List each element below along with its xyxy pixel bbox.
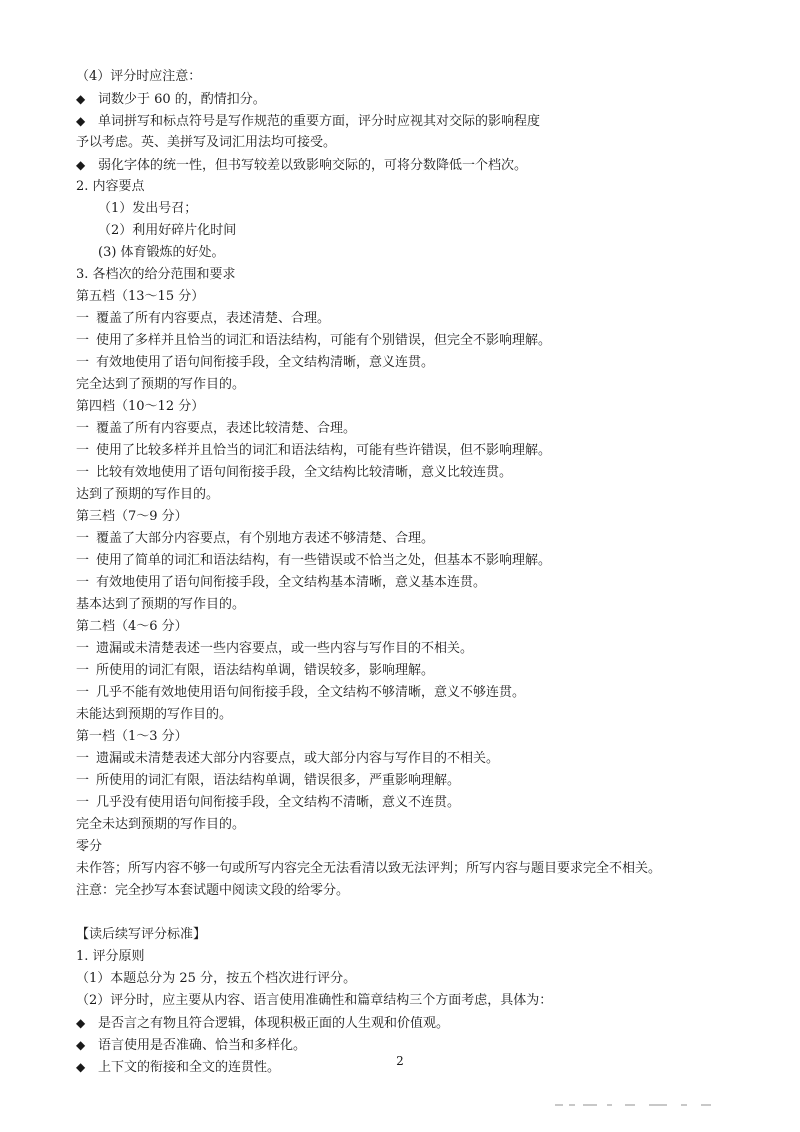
dash-marker: 一 xyxy=(76,531,90,546)
dash-marker: 一 xyxy=(76,685,90,700)
diamond-bullet-icon: ◆ xyxy=(76,114,86,128)
line-text: 第五档（13～15 分） xyxy=(76,289,205,304)
line-text: 3. 各档次的给分范围和要求 xyxy=(76,267,236,282)
document-line xyxy=(0,176,800,198)
line-text: 第一档（1～3 分） xyxy=(76,729,188,744)
line-text: 未能达到预期的写作目的。 xyxy=(76,707,233,722)
line-text: （2）评分时，应主要从内容、语言使用准确性和篇章结构三个方面考虑，具体为： xyxy=(76,993,553,1008)
line-text: （1）本题总分为 25 分，按五个档次进行评分。 xyxy=(76,971,357,986)
line-text: 基本达到了预期的写作目的。 xyxy=(76,597,246,612)
line-text: 遗漏或未清楚表述一些内容要点，或一些内容与写作目的不相关。 xyxy=(96,641,474,656)
dash-marker: 一 xyxy=(76,795,90,810)
line-text: 词数少于 60 的，酌情扣分。 xyxy=(98,92,266,107)
line-text: 1. 评分原则 xyxy=(76,949,145,964)
document-line xyxy=(0,858,800,880)
line-text: 零分 xyxy=(76,839,103,854)
line-text: 遗漏或未清楚表述大部分内容要点，或大部分内容与写作目的不相关。 xyxy=(96,751,500,766)
diamond-bullet-icon: ◆ xyxy=(76,1016,86,1030)
dash-marker: 一 xyxy=(76,773,90,788)
scan-artifact xyxy=(555,1104,715,1110)
dash-marker: 一 xyxy=(76,333,90,348)
document-body xyxy=(0,66,800,1078)
line-text: 弱化字体的统一性，但书写较差以致影响交际的，可将分数降低一个档次。 xyxy=(98,158,528,173)
line-text: 几乎不能有效地使用语句间衔接手段，全文结构不够清晰，意义不够连贯。 xyxy=(96,685,526,700)
document-line xyxy=(0,726,800,748)
diamond-bullet-icon: ◆ xyxy=(76,1038,86,1052)
document-line xyxy=(0,374,800,396)
line-text: （2）利用好碎片化时间 xyxy=(98,223,237,238)
dash-marker: 一 xyxy=(76,421,90,436)
dash-marker: 一 xyxy=(76,751,90,766)
document-line xyxy=(0,946,800,968)
document-line xyxy=(0,484,800,506)
dash-marker: 一 xyxy=(76,553,90,568)
line-text: 使用了比较多样并且恰当的词汇和语法结构，可能有些许错误，但不影响理解。 xyxy=(96,443,552,458)
document-line xyxy=(0,836,800,858)
document-line xyxy=(0,990,800,1012)
line-text: 2. 内容要点 xyxy=(76,179,145,194)
line-text: 所使用的词汇有限，语法结构单调，错误较多，影响理解。 xyxy=(96,663,435,678)
document-line xyxy=(0,528,800,550)
document-line xyxy=(0,770,800,792)
document-line xyxy=(0,1012,800,1034)
line-text: 使用了多样并且恰当的词汇和语法结构，可能有个别错误，但完全不影响理解。 xyxy=(96,333,552,348)
line-text: 语言使用是否准确、恰当和多样化。 xyxy=(98,1038,307,1053)
document-line xyxy=(0,814,800,836)
line-text: 所使用的词汇有限，语法结构单调，错误很多，严重影响理解。 xyxy=(96,773,461,788)
document-line xyxy=(0,220,800,242)
dash-marker: 一 xyxy=(76,443,90,458)
dash-marker: 一 xyxy=(76,355,90,370)
document-line xyxy=(0,308,800,330)
document-line xyxy=(0,352,800,374)
document-line xyxy=(0,198,800,220)
line-text: 覆盖了大部分内容要点，有个别地方表述不够清楚、合理。 xyxy=(96,531,435,546)
line-text: 比较有效地使用了语句间衔接手段，全文结构比较清晰，意义比较连贯。 xyxy=(96,465,513,480)
line-text: 予以考虑。英、美拼写及词汇用法均可接受。 xyxy=(76,135,337,150)
dash-marker: 一 xyxy=(76,575,90,590)
document-line xyxy=(0,660,800,682)
document-line xyxy=(0,418,800,440)
document-line xyxy=(0,1034,800,1056)
document-line xyxy=(0,242,800,264)
document-line xyxy=(0,154,800,176)
line-text: 第三档（7～9 分） xyxy=(76,509,188,524)
line-text: （1）发出号召； xyxy=(98,201,198,216)
diamond-bullet-icon: ◆ xyxy=(76,1060,86,1074)
line-text: 几乎没有使用语句间衔接手段，全文结构不清晰，意义不连贯。 xyxy=(96,795,461,810)
line-text: 第二档（4～6 分） xyxy=(76,619,188,634)
line-text: 是否言之有物且符合逻辑，体现积极正面的人生观和价值观。 xyxy=(98,1016,450,1031)
line-text: 上下文的衔接和全文的连贯性。 xyxy=(98,1060,281,1075)
document-line xyxy=(0,968,800,990)
line-text: 有效地使用了语句间衔接手段，全文结构基本清晰，意义基本连贯。 xyxy=(96,575,487,590)
document-line xyxy=(0,880,800,902)
dash-marker: 一 xyxy=(76,311,90,326)
document-line xyxy=(0,330,800,352)
document-line xyxy=(0,616,800,638)
document-line xyxy=(0,748,800,770)
document-line xyxy=(0,506,800,528)
document-line xyxy=(0,286,800,308)
document-line xyxy=(0,902,800,924)
document-line xyxy=(0,88,800,110)
page-number: 2 xyxy=(396,1054,404,1068)
document-line xyxy=(0,110,800,132)
document-line xyxy=(0,638,800,660)
line-text: 完全未达到预期的写作目的。 xyxy=(76,817,246,832)
line-text: 【读后续写评分标准】 xyxy=(76,927,207,942)
line-text: 覆盖了所有内容要点，表述清楚、合理。 xyxy=(96,311,331,326)
document-line xyxy=(0,550,800,572)
document-line xyxy=(0,594,800,616)
document-line xyxy=(0,132,800,154)
line-text: 覆盖了所有内容要点，表述比较清楚、合理。 xyxy=(96,421,357,436)
document-line xyxy=(0,924,800,946)
line-text: 达到了预期的写作目的。 xyxy=(76,487,220,502)
dash-marker: 一 xyxy=(76,465,90,480)
document-line xyxy=(0,572,800,594)
diamond-bullet-icon: ◆ xyxy=(76,158,86,172)
document-line xyxy=(0,682,800,704)
document-line xyxy=(0,792,800,814)
dash-marker: 一 xyxy=(76,641,90,656)
line-text: 使用了简单的词汇和语法结构，有一些错误或不恰当之处，但基本不影响理解。 xyxy=(96,553,552,568)
line-text: 单词拼写和标点符号是写作规范的重要方面，评分时应视其对交际的影响程度 xyxy=(98,114,541,129)
line-text: 有效地使用了语句间衔接手段，全文结构清晰，意义连贯。 xyxy=(96,355,435,370)
line-text: 注意：完全抄写本套试题中阅读文段的给零分。 xyxy=(76,883,350,898)
document-line xyxy=(0,396,800,418)
line-text: 第四档（10～12 分） xyxy=(76,399,205,414)
line-text: （4）评分时应注意： xyxy=(76,69,202,84)
document-line xyxy=(0,264,800,286)
document-line xyxy=(0,440,800,462)
document-line xyxy=(0,66,800,88)
document-line xyxy=(0,704,800,726)
document-line xyxy=(0,462,800,484)
dash-marker: 一 xyxy=(76,663,90,678)
diamond-bullet-icon: ◆ xyxy=(76,92,86,106)
line-text: 完全达到了预期的写作目的。 xyxy=(76,377,246,392)
line-text: (3) 体育锻炼的好处。 xyxy=(98,245,225,260)
line-text: 未作答；所写内容不够一句或所写内容完全无法看清以致无法评判；所写内容与题目要求完全不相关。 xyxy=(76,861,662,876)
